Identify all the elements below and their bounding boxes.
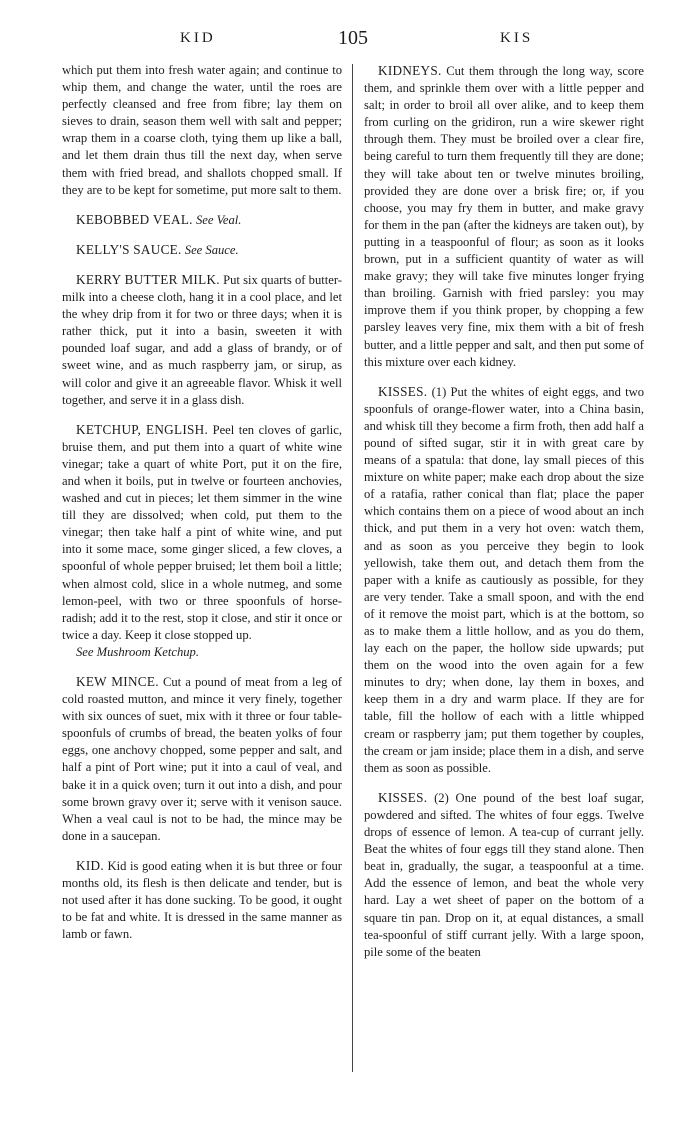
cross-reference: See Sauce.	[184, 242, 239, 257]
header-right-guideword: KIS	[500, 30, 534, 46]
page-number: 105	[338, 27, 368, 49]
header-left-guideword: KID	[180, 30, 216, 46]
entry-headword: KERRY BUTTER MILK.	[76, 271, 220, 287]
entry-headword: KISSES.	[378, 383, 428, 399]
entry-kerry-butter-milk	[62, 271, 342, 409]
entry-number: (2)	[434, 790, 449, 805]
entry-text: Put the whites of eight eggs, and two spoonfuls of orange-flower water, into a China basin, and whisk till they become a firm froth, then add half a pound of sifted sugar, stir it in with great care by means of a spatula: that done, lay small pieces of this mixture on white paper; make each drop about the size of a ratafia, rather conical than flat; place the paper which contains them on a piece of wood about an inch thick, and put them in a very hot oven: watch them, and as soon as you perceive they begin to look yellowish, take them out, and detach them from the paper with a knife as cautiously as possible, for they are very tender. Take a small spoon, and with the end of it remove the moist part, which is at the bottom, so as to make them a little hollow, and as you do them, lay each on the paper, the hollow side upwards; put them on the wood into the oven again for a few minutes to dry; when done, lay them in boxes, and keep them in a dry and warm place. If they are for table, fill the hollow of each with a little whipped cream or raspberry jam; put them together by couples, the cream or jam inside; place them in a dish, and serve them as soon as possible.	[364, 384, 644, 775]
entry-kebobbed-veal	[62, 211, 342, 229]
entry-kew-mince	[62, 673, 342, 845]
entry-headword: KEW MINCE.	[76, 674, 159, 689]
entry-ketchup-english	[62, 421, 342, 661]
entry-headword: KEBOBBED VEAL.	[76, 211, 193, 227]
cross-reference: See Mushroom Ketchup.	[76, 644, 199, 659]
continued-entry: which put them into fresh water again; and continue to whip them, and change the water, until the roes are perfectly cleansed and free from fibre; lay them on sieves to drain, season them well with salt and pepper; wrap them in a coarse cloth, tying them up like a ball, and let them drain thus till the next day, when serve them with fried bread, and shallots chopped small. If they are to be kept for sometime, put more salt to them.	[62, 63, 342, 197]
column-divider	[352, 64, 353, 1072]
entry-kellys-sauce	[62, 241, 342, 259]
cross-reference-line	[62, 644, 342, 661]
entry-headword: KISSES.	[378, 789, 428, 805]
running-header	[60, 27, 650, 54]
entry-text: One pound of the best loaf sugar, powdered and sifted. The whites of four eggs. Twelve drops of essence of lemon. A tea-cup of currant jelly. Beat the whites of four eggs till they stand alone. Then beat in, gradually, the sugar, a teaspoonful at a time. Add the essence of lemon, and beat the whole very hard. Lay a wet sheet of paper on the bottom of a square tin pan. Drop on it, at equal distances, a small tea-spoonful of stiff currant jelly. With a large spoon, pile some of the beaten	[364, 790, 644, 959]
cross-reference: See Veal.	[195, 212, 242, 227]
entry-headword: KETCHUP, ENGLISH.	[76, 421, 209, 437]
entry-kisses-2	[364, 789, 644, 961]
entry-text: Kid is good eating when it is but three or four months old, its flesh is then delicate and tender, but is not used after it has done sucking. To be good, it ought to be fat and white. It is dressed in the same manner as lamb or fawn.	[62, 858, 342, 942]
entry-headword: KELLY'S SAUCE.	[76, 241, 182, 257]
entry-kidneys	[364, 62, 644, 371]
entry-headword: KID.	[76, 857, 104, 873]
entry-text: Peel ten cloves of garlic, bruise them, and put them into a quart of white wine vinegar; take a quart of white Port, put it on the fire, and when it boils, put in twelve or fourteen anchovies, washed and cut in pieces; let them simmer in the wine till they are dissolved; when cold, put them to the vinegar; then take half a pint of white wine, and put into it some mace, some ginger sliced, a few cloves, a spoonful of whole pepper bruised; let them boil a little; when almost cold, slice in a whole nutmeg, and some lemon-peel, with two or three spoonfuls of horse-radish; add it to the rest, stop it close, and stir it once or twice a day. Keep it close stopped up.	[62, 422, 342, 642]
entry-text: Cut them through the long way, score them, and sprinkle them over with a little pepper and salt; in order to broil all over alike, and to keep them from curling on the gridiron, run a wire skewer right through them. They must be broiled over a clear fire, being careful to turn them frequently till they are done; they will take about ten or twelve minutes broiling, provided they are done over a brisk fire; or, if you choose, you may fry them in butter, and make gravy for them in the pan (after the kidneys are taken out), by putting in a teaspoonful of flour; as soon as it looks brown, put in a sufficient quantity of water as will make gravy; they will take five minutes longer frying than broiling. Garnish with fried parsley: you may improve them if you think proper, by chopping a few parsley leaves very fine, mix them with a bit of fresh butter, and a little pepper and salt, and then put some of this mixture over each kidney.	[364, 64, 644, 369]
entry-kid	[62, 857, 342, 943]
right-column	[364, 62, 644, 961]
left-column	[62, 62, 342, 943]
entry-headword: KIDNEYS.	[378, 63, 442, 78]
entry-number: (1)	[431, 384, 447, 399]
entry-kisses-1	[364, 383, 644, 777]
entry-text: Cut a pound of meat from a leg of cold roasted mutton, and mince it very finely, together with six ounces of suet, mix with it three or four table-spoonfuls of crumbs of bread, the beaten yolks of four eggs, one anchovy chopped, some pepper and salt, and half a pint of Port wine; put it into a caul of veal, and bake it in a quick oven; turn it out into a dish, and pour some brown gravy over it; serve with it venison sauce. When a veal caul is not to be had, the mince may be done in a saucepan.	[62, 675, 342, 843]
entry-text: Put six quarts of butter-milk into a cheese cloth, hang it in a cool place, and let the whey drip from it for two or three days; when it is rather thick, put it into a basin, sweeten it with pounded loaf sugar, and add a glass of brandy, or of sweet wine, and as much raspberry jam, or sirup, as will color and give it an agreeable flavor. Whisk it well together, and serve it in a glass dish.	[62, 272, 343, 407]
